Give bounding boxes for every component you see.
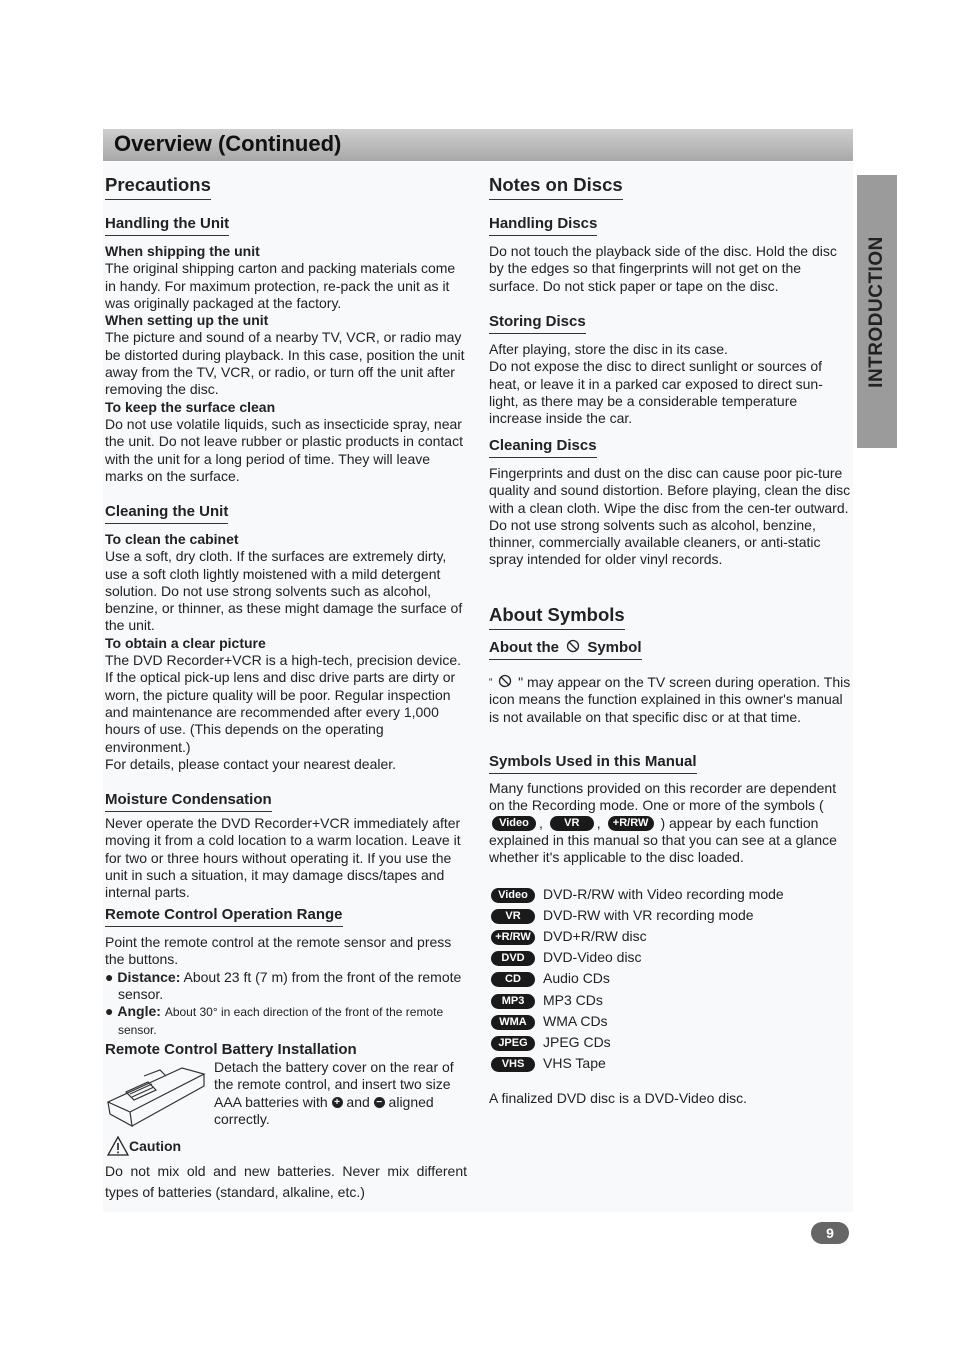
battery-heading: Remote Control Battery Installation (105, 1041, 357, 1058)
symbol-list-item (491, 907, 754, 925)
symbol-desc: JPEG CDs (543, 1034, 611, 1050)
finalized-note: A finalized DVD disc is a DVD-Video disc. (489, 1090, 748, 1106)
battery-text-a: Detach the battery cover on the rear of the remote control, and insert two size AAA batteries with (214, 1059, 454, 1110)
distance-item: ● Distance: About 23 ft (7 m) from the front of the remote sensor. (105, 968, 462, 1002)
picture-subheading: To obtain a clear picture (105, 634, 266, 651)
side-tab-label: INTRODUCTION (866, 235, 887, 388)
remote-range-heading: Remote Control Operation Range (105, 906, 343, 927)
handling-discs-heading: Handling Discs (489, 215, 597, 236)
symbol-list-item (491, 1055, 606, 1073)
symbol-desc: Audio CDs (543, 970, 610, 986)
about-symbol-heading (489, 639, 642, 660)
symbol-desc: VHS Tape (543, 1055, 606, 1071)
prohibited-symbol-icon (566, 639, 580, 653)
angle-item: ● Angle: About 30° in each direction of the front of the remote sensor. (105, 1003, 444, 1038)
about-symbols-heading: About Symbols (489, 604, 625, 630)
cleaning-paragraph-2: Do not use strong solvents such as alcohol, benzine, thinner, commercially available cleaners, or anti-static spray intended for older vinyl records. (489, 516, 821, 568)
open-quote: “ (489, 677, 493, 688)
about-symbol-text-a: About the (489, 639, 559, 656)
storing-discs-text (489, 341, 851, 427)
symbols-used-heading: Symbols Used in this Manual (489, 753, 697, 774)
symbol-list-item (491, 949, 642, 967)
prohibited-symbol-inline-icon (498, 674, 512, 688)
symbol-badge: VHS (491, 1057, 535, 1072)
angle-label: Angle: (117, 1003, 161, 1020)
remote-range-paragraph: Point the remote control at the remote sensor and press the buttons. (105, 934, 452, 968)
dealer-paragraph: For details, please contact your nearest dealer. (105, 755, 397, 772)
cabinet-paragraph: Use a soft, dry cloth. If the surfaces are extremely dirty, use a soft cloth lightly moistened with a mild detergent solution. Do not use strong solvents such as alcohol, benzine, or thinner, as these might damage the surface of the unit. (105, 548, 463, 634)
setup-paragraph: The picture and sound of a nearby TV, VCR, or radio may be distorted during playback. In this case, position the unit away from the TV, VCR, or radio, or turn off the unit after removing the disc. (105, 329, 465, 398)
symbols-used-paragraph: Many functions provided on this recorder are dependent on the Recording mode. One or more of the symbols (Video , VR , +R/RW ) appear by each function explained in this manual so that you can see at a glance whether it's applicable to the disc loaded. (489, 780, 837, 866)
symbol-list-item (491, 992, 603, 1010)
symbols-used-text-2: ) appear by each function explained in this manual so that you can see at a glance whether it's applicable to the disc loaded. (489, 814, 837, 866)
symbol-badge: MP3 (491, 994, 535, 1009)
cleaning-unit-text (105, 531, 467, 773)
symbol-desc: DVD+R/RW disc (543, 928, 647, 944)
battery-and: and (346, 1093, 370, 1110)
cleaning-unit-heading: Cleaning the Unit (105, 503, 228, 524)
symbols-used-text-1: Many functions provided on this recorder are dependent on the Recording mode. One or more of the symbols (489, 780, 837, 814)
about-symbol-text-b: Symbol (587, 639, 642, 656)
cabinet-subheading: To clean the cabinet (105, 531, 239, 547)
battery-paragraph (214, 1059, 467, 1128)
picture-paragraph: The DVD Recorder+VCR is a high-tech, precision device. If the optical pick-up lens and disc drive parts are dirty or worn, the picture quality will be poor. Regular inspection and maintenance are recommended after every 1,000 hours of use. (This depends on the operating environment.) (105, 652, 461, 755)
section-side-tab (857, 175, 897, 448)
battery-text-b: aligned correctly. (214, 1093, 434, 1127)
caution-paragraph: Do not mix old and new batteries. Never mix different types of batteries (standard, alkaline, etc.) (105, 1163, 467, 1200)
symbol-desc: WMA CDs (543, 1013, 608, 1029)
caution-heading (107, 1136, 181, 1156)
moisture-paragraph: Never operate the DVD Recorder+VCR immediately after moving it from a cold location to a warm location. Leave it for two or three hours without operating it. If you use the unit in such a situation, it may damage discs/tapes and internal parts. (105, 815, 461, 901)
symbol-paragraph (489, 674, 851, 726)
setup-subheading: When setting up the unit (105, 312, 269, 329)
symbol-badge: VR (491, 909, 535, 924)
surface-paragraph: Do not use volatile liquids, such as insecticide spray, near the unit. Do not leave rubber or plastic products in contact with the unit for a long period of time. They will leave marks on the surface. (105, 415, 463, 484)
title-bar (103, 129, 853, 161)
handling-unit-heading: Handling the Unit (105, 215, 229, 236)
caution-label: Caution (129, 1138, 182, 1154)
notes-on-discs-heading: Notes on Discs (489, 174, 623, 200)
storing-discs-heading: Storing Discs (489, 313, 586, 334)
symbol-badge: WMA (491, 1015, 535, 1030)
distance-label: Distance: (117, 968, 181, 985)
symbol-badge: CD (491, 972, 535, 987)
surface-subheading: To keep the surface clean (105, 398, 276, 415)
symbol-list-item (491, 928, 647, 946)
vr-badge-inline: VR (550, 816, 594, 831)
symbol-list-item (491, 970, 610, 988)
symbol-desc: MP3 CDs (543, 992, 603, 1008)
symbol-badge: Video (491, 888, 535, 903)
storing-paragraph-1: After playing, store the disc in its case. (489, 341, 728, 357)
cleaning-paragraph-1: Fingerprints and dust on the disc can cause poor pic-ture quality and sound distortion. Before playing, clean the disc with a clean cloth. Wipe the disc from the cen-ter outward. (489, 465, 851, 516)
symbol-desc: DVD-RW with VR recording mode (543, 907, 754, 923)
symbol-badge: JPEG (491, 1036, 535, 1051)
symbol-badge: +R/RW (491, 930, 535, 945)
video-badge-inline: Video (492, 816, 536, 831)
symbol-list-item (491, 886, 784, 904)
page-title: Overview (Continued) (114, 131, 342, 156)
precautions-heading: Precautions (105, 174, 211, 200)
symbol-desc: DVD-Video disc (543, 949, 642, 965)
plus-terminal-icon: + (332, 1097, 343, 1108)
storing-paragraph-2: Do not expose the disc to direct sunlight or sources of heat, or leave it in a parked car exposed to direct sun-light, as there may be a considerable temperature increase inside the car. (489, 358, 823, 427)
distance-text: About 23 ft (7 m) from the front of the remote sensor. (118, 968, 462, 1002)
remote-battery-illustration (104, 1062, 208, 1130)
page-number: 9 (811, 1222, 849, 1244)
handling-discs-paragraph: Do not touch the playback side of the disc. Hold the disc by the edges so that fingerprints will not get on the surface. Do not stick paper or tape on the disc. (489, 243, 837, 294)
cleaning-discs-text (489, 465, 851, 569)
handling-unit-text (105, 243, 467, 485)
shipping-paragraph: The original shipping carton and packing materials come in handy. For maximum protection, re-pack the unit as it was originally packaged at the factory. (105, 260, 456, 311)
symbol-badge: DVD (491, 951, 535, 966)
moisture-heading: Moisture Condensation (105, 791, 272, 812)
symbol-list-item (491, 1034, 611, 1052)
shipping-subheading: When shipping the unit (105, 243, 260, 259)
remote-range-text (105, 934, 467, 1040)
symbol-list-item (491, 1013, 608, 1031)
plusrw-badge-inline: +R/RW (608, 816, 654, 831)
angle-text: About 30° in each direction of the front of the remote sensor. (118, 1005, 444, 1038)
symbol-text: " may appear on the TV screen during operation. This icon means the function explained in this owner's manual is not available on that specific disc or at that time. (489, 674, 851, 725)
minus-terminal-icon: − (374, 1097, 385, 1108)
cleaning-discs-heading: Cleaning Discs (489, 437, 597, 458)
caution-warning-icon (107, 1136, 129, 1156)
symbol-desc: DVD-R/RW with Video recording mode (543, 886, 784, 902)
